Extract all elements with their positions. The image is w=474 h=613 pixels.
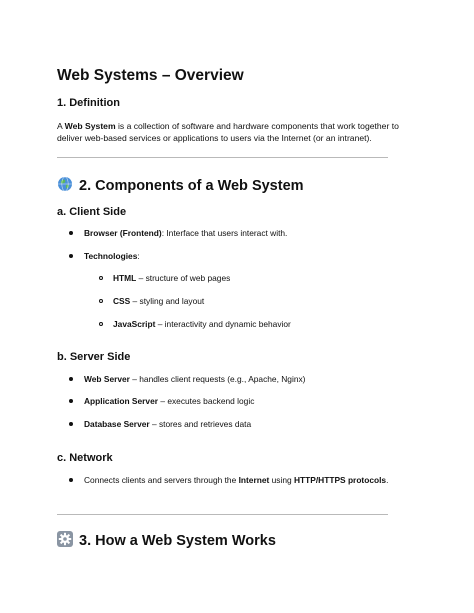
bullet-dot [69, 399, 73, 403]
components-heading [57, 176, 304, 196]
server-term: Application Server [84, 396, 159, 406]
network-text-a: Connects clients and servers through the [84, 475, 239, 485]
list-item [69, 228, 287, 238]
definition-text-b: is a collection of software and hardware components that work together to deliver web-based services or applications to users via the Internet (or an intranet). [57, 121, 399, 143]
bullet-dot [69, 377, 73, 381]
bullet-circle [99, 276, 103, 280]
sub-list-item [99, 296, 204, 306]
gear-icon [57, 531, 73, 551]
bullet-dot [69, 254, 73, 258]
globe-icon [57, 176, 73, 196]
how-heading-text: 3. How a Web System Works [79, 533, 276, 549]
definition-paragraph [57, 120, 417, 144]
components-heading-text: 2. Components of a Web System [79, 178, 304, 194]
client-side-heading: a. Client Side [57, 206, 127, 218]
bullet-dot [69, 422, 73, 426]
network-heading: c. Network [57, 452, 113, 464]
network-text-b: using [269, 475, 294, 485]
server-desc: – stores and retrieves data [149, 419, 252, 429]
browser-term: Browser (Frontend) [84, 228, 162, 238]
list-item [69, 419, 251, 429]
network-term-protocols: HTTP/HTTPS protocols [293, 475, 387, 485]
server-desc: – handles client requests (e.g., Apache, Nginx) [129, 374, 306, 384]
network-term-internet: Internet [238, 475, 270, 485]
tech-desc: – interactivity and dynamic behavior [155, 319, 291, 329]
technologies-term: Technologies [84, 251, 138, 261]
list-item [69, 374, 305, 384]
tech-term: CSS [113, 296, 131, 306]
page-title: Web Systems – Overview [57, 67, 244, 84]
divider [57, 157, 388, 158]
tech-desc: – structure of web pages [136, 273, 231, 283]
server-term: Web Server [84, 374, 130, 384]
sub-list-item [99, 273, 230, 283]
server-term: Database Server [84, 419, 150, 429]
list-item [69, 396, 254, 406]
definition-term: Web System [64, 121, 116, 131]
browser-desc: : Interface that users interact with. [161, 228, 288, 238]
how-heading [57, 531, 276, 551]
list-item [69, 251, 140, 261]
tech-desc: – styling and layout [130, 296, 205, 306]
server-desc: – executes backend logic [158, 396, 255, 406]
definition-heading: 1. Definition [57, 97, 120, 109]
tech-term: JavaScript [113, 319, 156, 329]
bullet-circle [99, 322, 103, 326]
divider [57, 514, 388, 515]
server-side-heading: b. Server Side [57, 351, 131, 363]
bullet-dot [69, 231, 73, 235]
sub-list-item [99, 319, 291, 329]
list-item [69, 475, 388, 485]
bullet-dot [69, 478, 73, 482]
definition-text-a: A [57, 121, 65, 131]
bullet-circle [99, 299, 103, 303]
network-text-c: . [386, 475, 389, 485]
technologies-colon: : [137, 251, 140, 261]
tech-term: HTML [113, 273, 137, 283]
